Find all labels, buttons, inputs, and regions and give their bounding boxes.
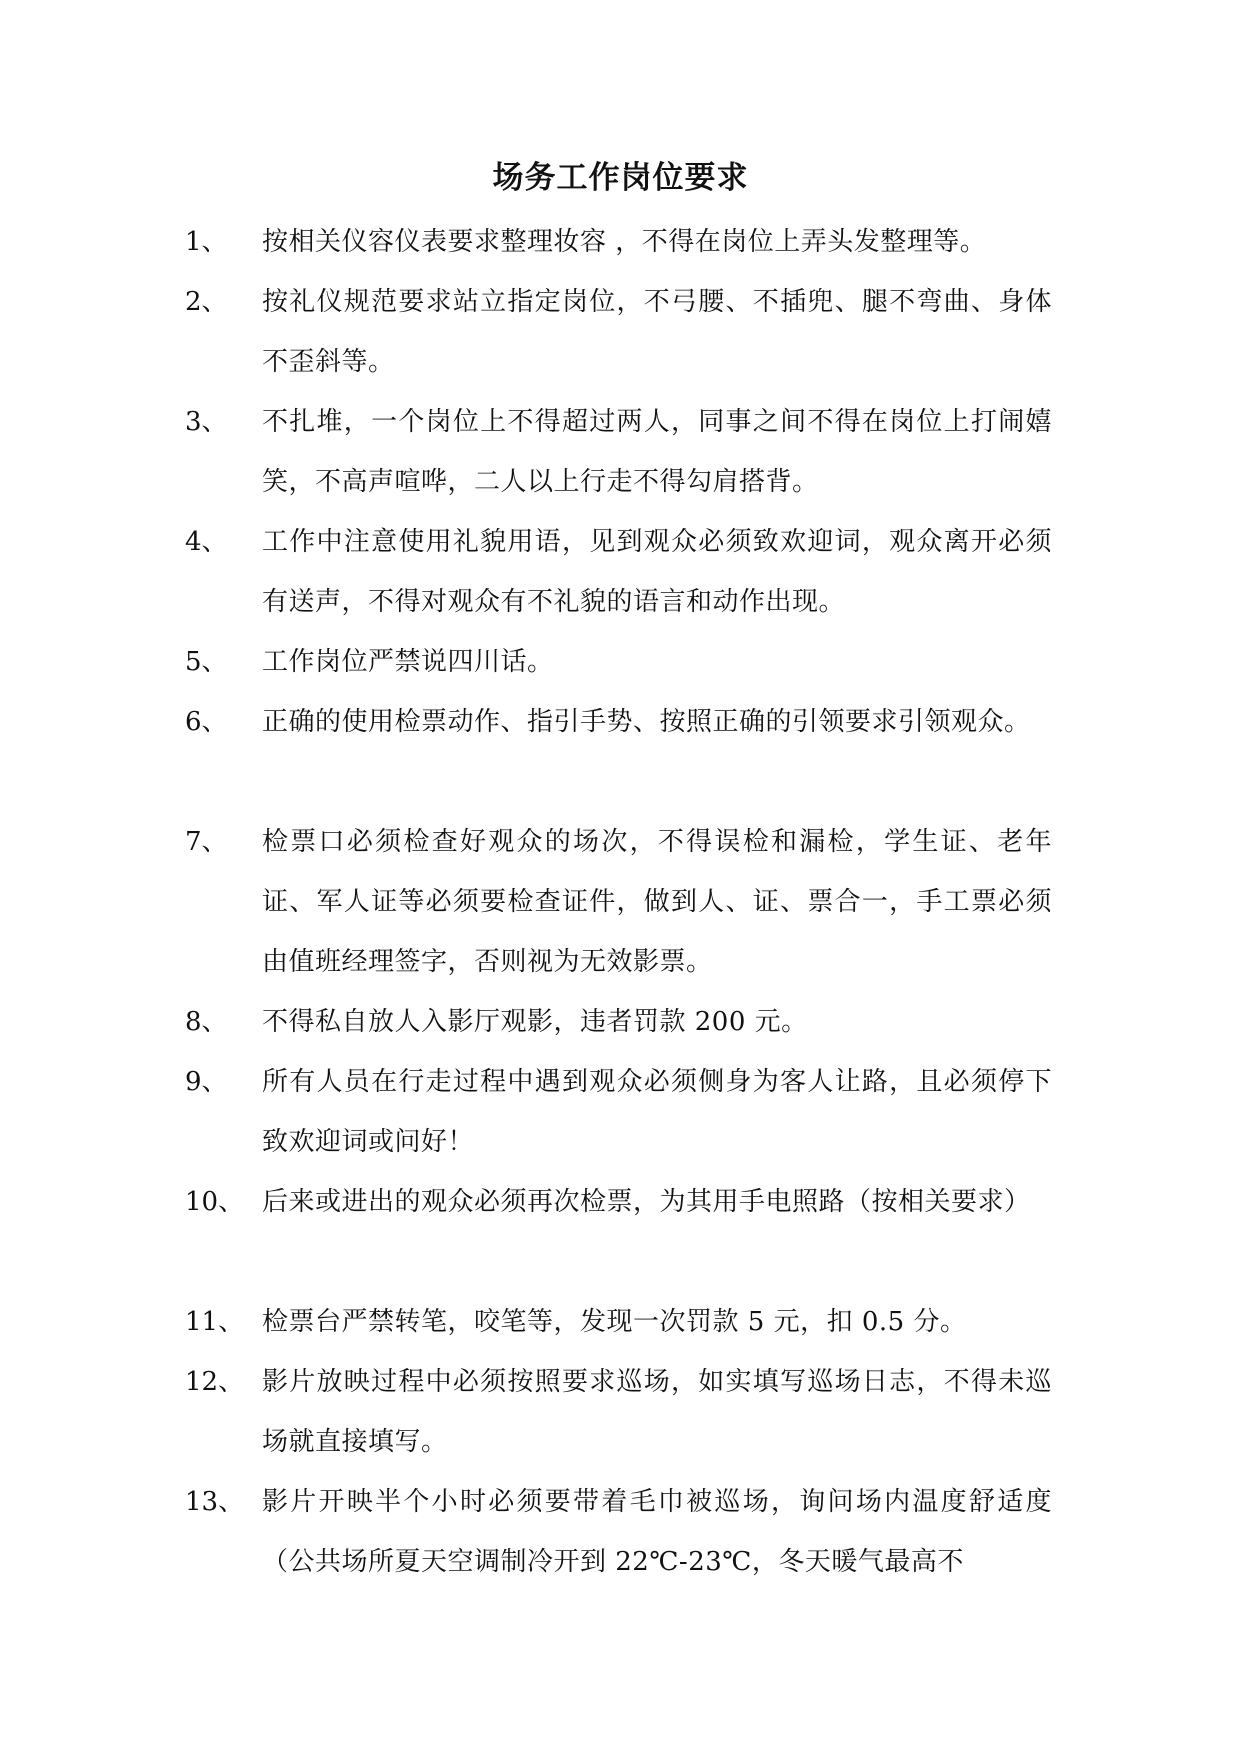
item-number: 6、: [185, 707, 228, 737]
item-number: 1、: [185, 227, 228, 257]
item-number: 11、: [185, 1307, 245, 1337]
item-number: 9、: [185, 1067, 228, 1097]
document-title: 场务工作岗位要求: [492, 160, 749, 196]
item-text: 影片开映半个小时必须要带着毛巾被巡场，询问场内温度舒适度 （公共场所夏天空调制冷开到 22℃-23℃，冬天暖气最高不: [262, 1487, 1052, 1577]
item-number: 4、: [185, 527, 228, 557]
item-text: 正确的使用检票动作、指引手势、按照正确的引领要求引领观众。: [262, 707, 1031, 737]
item-text: 按相关仪容仪表要求整理妆容 ，不得在岗位上弄头发整理等。: [262, 227, 987, 257]
item-text: 工作岗位严禁说四川话。: [262, 647, 554, 677]
item-text: 影片放映过程中必须按照要求巡场，如实填写巡场日志，不得未巡场就直接填写。: [262, 1367, 1052, 1457]
item-text: 检票台严禁转笔，咬笔等，发现一次罚款 5 元，扣 0.5 分。: [262, 1307, 967, 1337]
item-number: 10、: [185, 1187, 245, 1217]
item-text: 检票口必须检查好观众的场次，不得误检和漏检，学生证、老年证、军人证等必须要检查证件，做到人、证、票合一，手工票必须由值班经理签字，否则视为无效影票。: [262, 827, 1052, 977]
item-text: 所有人员在行走过程中遇到观众必须侧身为客人让路，且必须停下致欢迎词或问好！: [262, 1067, 1052, 1157]
item-number: 5、: [185, 647, 228, 677]
item-number: 3、: [185, 407, 228, 437]
item-number: 7、: [185, 827, 228, 857]
item-text: 后来或进出的观众必须再次检票，为其用手电照路（按相关要求）: [262, 1187, 1031, 1217]
item-text: 不得私自放人入影厅观影，违者罚款 200 元。: [262, 1007, 808, 1037]
item-number: 12、: [185, 1367, 245, 1397]
item-text: 工作中注意使用礼貌用语，见到观众必须致欢迎词，观众离开必须有送声，不得对观众有不礼貌的语言和动作出现。: [262, 527, 1052, 617]
item-number: 13、: [185, 1487, 245, 1517]
item-number: 2、: [185, 287, 228, 317]
item-text: 不扎堆，一个岗位上不得超过两人，同事之间不得在岗位上打闹嬉笑，不高声喧哗，二人以上行走不得勾肩搭背。: [262, 407, 1052, 497]
item-text: 按礼仪规范要求站立指定岗位，不弓腰、不插兜、腿不弯曲、身体不歪斜等。: [262, 287, 1052, 377]
item-number: 8、: [185, 1007, 228, 1037]
